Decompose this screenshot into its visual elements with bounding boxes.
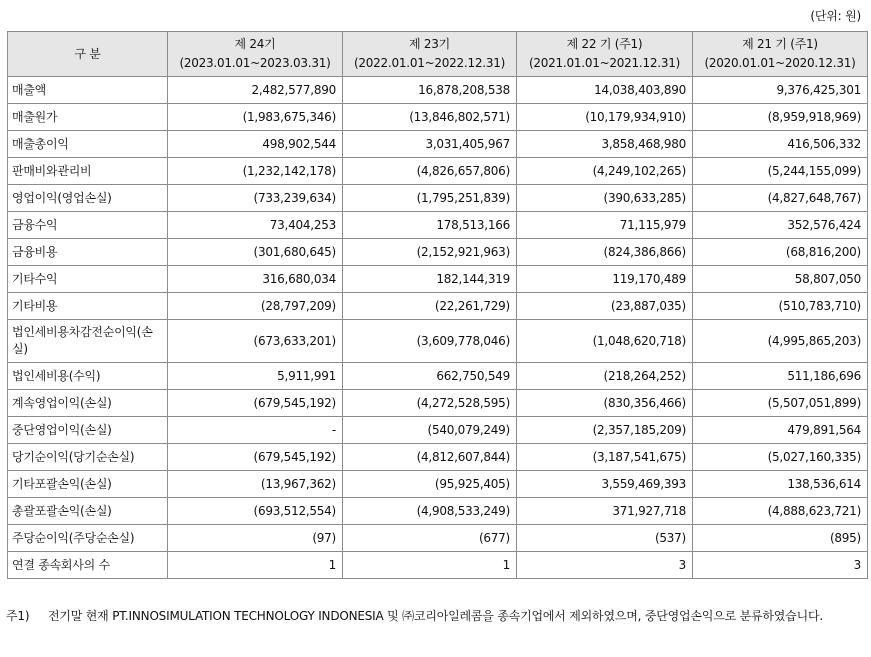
value-cell: (5,027,160,335): [693, 444, 868, 471]
row-label: [8, 266, 168, 293]
row-label-text: 법인세비용(수익): [12, 369, 101, 383]
value-cell: 479,891,564: [693, 417, 868, 444]
value-cell: (4,908,533,249): [343, 498, 517, 525]
row-label: [8, 498, 168, 525]
row-label-text: 금융수익: [12, 218, 58, 232]
row-label-text: 매출총이익: [12, 137, 69, 151]
row-label-text: 기타포괄손익(손실): [12, 477, 112, 491]
value-cell: (679,545,192): [168, 444, 343, 471]
header-row: [8, 32, 868, 77]
row-label: [8, 185, 168, 212]
row-label: [8, 471, 168, 498]
header-period: [168, 32, 343, 77]
table-row: [8, 185, 868, 212]
value-cell: 119,170,489: [517, 266, 693, 293]
value-cell: (68,816,200): [693, 239, 868, 266]
row-label-text: 연결 종속회사의 수: [12, 558, 110, 572]
value-cell: (3,609,778,046): [343, 320, 517, 363]
table-row: [8, 498, 868, 525]
value-cell: (510,783,710): [693, 293, 868, 320]
table-row: [8, 390, 868, 417]
table-row: [8, 363, 868, 390]
period-range: (2023.01.01~2023.03.31): [179, 56, 331, 70]
value-cell: (13,967,362): [168, 471, 343, 498]
value-cell: 71,115,979: [517, 212, 693, 239]
value-cell: 5,911,991: [168, 363, 343, 390]
value-cell: (4,249,102,265): [517, 158, 693, 185]
row-label: [8, 417, 168, 444]
row-label-text: 기타비용: [12, 299, 58, 313]
value-cell: (4,272,528,595): [343, 390, 517, 417]
value-cell: (540,079,249): [343, 417, 517, 444]
value-cell: 178,513,166: [343, 212, 517, 239]
period-range: (2022.01.01~2022.12.31): [353, 56, 506, 70]
value-cell: 58,807,050: [693, 266, 868, 293]
row-label: [8, 363, 168, 390]
period-name: 제 22 기 (주1): [566, 37, 643, 51]
table-row: [8, 293, 868, 320]
footnote: [6, 606, 864, 627]
value-cell: 3,031,405,967: [343, 131, 517, 158]
value-cell: (4,812,607,844): [343, 444, 517, 471]
value-cell: 9,376,425,301: [693, 77, 868, 104]
value-cell: (5,244,155,099): [693, 158, 868, 185]
value-cell: (23,887,035): [517, 293, 693, 320]
value-cell: (28,797,209): [168, 293, 343, 320]
row-label: [8, 239, 168, 266]
value-cell: 2,482,577,890: [168, 77, 343, 104]
table-row: [8, 266, 868, 293]
header-period: [343, 32, 517, 77]
row-label-text: 주당순이익(주당순손실): [12, 531, 135, 545]
table-row: [8, 212, 868, 239]
row-label-text: 매출액: [12, 83, 47, 97]
value-cell: (3,187,541,675): [517, 444, 693, 471]
row-label-text: 판매비와관리비: [12, 164, 92, 178]
value-cell: (677): [343, 525, 517, 552]
value-cell: (1,232,142,178): [168, 158, 343, 185]
table-row: [8, 444, 868, 471]
period-name: 제 21 기 (주1): [742, 37, 818, 51]
value-cell: (733,239,634): [168, 185, 343, 212]
value-cell: 3: [693, 552, 868, 579]
value-cell: (1,795,251,839): [343, 185, 517, 212]
value-cell: (824,386,866): [517, 239, 693, 266]
value-cell: 416,506,332: [693, 131, 868, 158]
value-cell: (22,261,729): [343, 293, 517, 320]
table-row: [8, 131, 868, 158]
value-cell: 138,536,614: [693, 471, 868, 498]
value-cell: (693,512,554): [168, 498, 343, 525]
value-cell: (830,356,466): [517, 390, 693, 417]
row-label-text: 당기순이익(당기순손실): [12, 450, 135, 464]
value-cell: (5,507,051,899): [693, 390, 868, 417]
footnote-text: 전기말 현재 PT.INNOSIMULATION TECHNOLOGY INDONESIA 및 ㈜코리아일레콤을 종속기업에서 제외하였으며, 중단영업손익으로 분류하였습니다.: [48, 609, 823, 623]
row-label: [8, 131, 168, 158]
row-label-text: 금융비용: [12, 245, 58, 259]
value-cell: (4,826,657,806): [343, 158, 517, 185]
value-cell: 3,858,468,980: [517, 131, 693, 158]
row-label: [8, 293, 168, 320]
row-label: [8, 320, 168, 363]
header-period: [693, 32, 868, 77]
row-label: [8, 77, 168, 104]
table-row: [8, 158, 868, 185]
value-cell: -: [168, 417, 343, 444]
value-cell: (895): [693, 525, 868, 552]
row-label: [8, 552, 168, 579]
value-cell: (1,983,675,346): [168, 104, 343, 131]
table-row: [8, 104, 868, 131]
value-cell: 511,186,696: [693, 363, 868, 390]
period-range: (2021.01.01~2021.12.31): [528, 56, 681, 70]
table-row: [8, 471, 868, 498]
table-row: [8, 417, 868, 444]
value-cell: 3,559,469,393: [517, 471, 693, 498]
value-cell: 352,576,424: [693, 212, 868, 239]
value-cell: (4,827,648,767): [693, 185, 868, 212]
table-row: [8, 239, 868, 266]
value-cell: (4,888,623,721): [693, 498, 868, 525]
value-cell: (4,995,865,203): [693, 320, 868, 363]
value-cell: 1: [343, 552, 517, 579]
value-cell: (390,633,285): [517, 185, 693, 212]
period-range: (2020.01.01~2020.12.31): [704, 56, 856, 70]
value-cell: (218,264,252): [517, 363, 693, 390]
row-label: [8, 104, 168, 131]
value-cell: (95,925,405): [343, 471, 517, 498]
value-cell: 14,038,403,890: [517, 77, 693, 104]
row-label: [8, 525, 168, 552]
table-row: [8, 552, 868, 579]
value-cell: (2,152,921,963): [343, 239, 517, 266]
value-cell: (8,959,918,969): [693, 104, 868, 131]
row-label: [8, 212, 168, 239]
value-cell: (2,357,185,209): [517, 417, 693, 444]
value-cell: 662,750,549: [343, 363, 517, 390]
footnote-tag: 주1): [6, 609, 30, 623]
table-row: [8, 77, 868, 104]
value-cell: 3: [517, 552, 693, 579]
value-cell: (301,680,645): [168, 239, 343, 266]
value-cell: (1,048,620,718): [517, 320, 693, 363]
table-row: [8, 320, 868, 363]
table-row: [8, 525, 868, 552]
period-name: 제 24기: [234, 37, 276, 51]
value-cell: 1: [168, 552, 343, 579]
header-item: 구 분: [8, 32, 168, 77]
value-cell: (537): [517, 525, 693, 552]
row-label-text: 계속영업이익(손실): [12, 396, 112, 410]
row-label-text: 총괄포괄손익(손실): [12, 504, 112, 518]
value-cell: 316,680,034: [168, 266, 343, 293]
value-cell: 371,927,718: [517, 498, 693, 525]
value-cell: (679,545,192): [168, 390, 343, 417]
value-cell: 182,144,319: [343, 266, 517, 293]
row-label-text: 기타수익: [12, 272, 58, 286]
row-label-text: 영업이익(영업손실): [12, 191, 112, 205]
row-label-text: 법인세비용차감전순이익(손실): [12, 325, 153, 356]
income-statement-table: [7, 31, 868, 579]
header-period: [517, 32, 693, 77]
value-cell: (10,179,934,910): [517, 104, 693, 131]
unit-label: (단위: 원): [810, 9, 861, 23]
value-cell: 73,404,253: [168, 212, 343, 239]
row-label: [8, 444, 168, 471]
row-label: [8, 390, 168, 417]
row-label-text: 매출원가: [12, 110, 58, 124]
period-name: 제 23기: [408, 37, 451, 51]
value-cell: 16,878,208,538: [343, 77, 517, 104]
value-cell: 498,902,544: [168, 131, 343, 158]
row-label-text: 중단영업이익(손실): [12, 423, 112, 437]
value-cell: (97): [168, 525, 343, 552]
value-cell: (13,846,802,571): [343, 104, 517, 131]
value-cell: (673,633,201): [168, 320, 343, 363]
row-label: [8, 158, 168, 185]
